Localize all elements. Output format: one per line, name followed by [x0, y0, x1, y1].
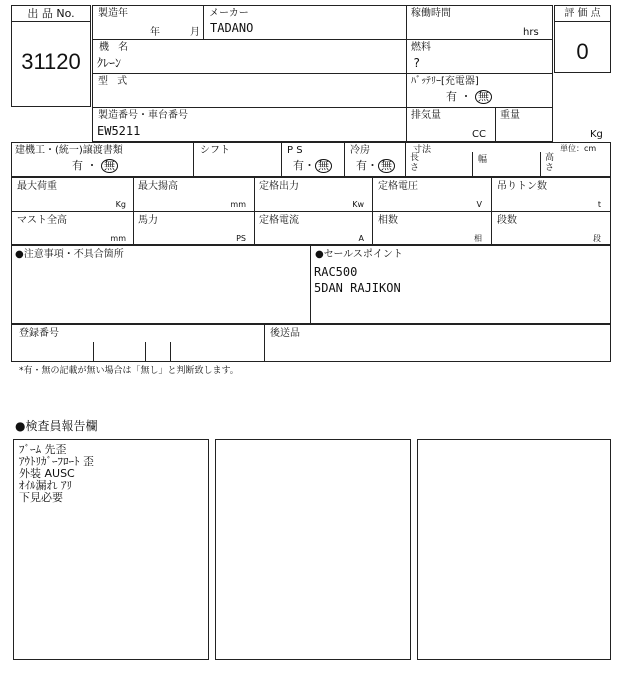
battery-yes: 有 [446, 90, 457, 103]
rated-output-unit: Kw [352, 200, 364, 209]
max-lift-unit: mm [230, 200, 246, 209]
row2-v3 [344, 142, 345, 177]
hours-unit: hrs [523, 27, 539, 38]
inspector-notes [19, 444, 94, 504]
rated-voltage-unit: V [476, 200, 482, 209]
specs-v3 [372, 177, 373, 245]
stages-unit: 段 [593, 234, 601, 243]
score-value: 0 [576, 39, 589, 64]
transfer-label: 建機工・(統一)譲渡書類 [15, 145, 123, 156]
month-unit: 月 [190, 27, 200, 38]
notes-divider [310, 245, 311, 324]
year-unit: 年 [150, 27, 160, 38]
inspector-line: ｵｲﾙ漏れ ｱﾘ [19, 479, 72, 492]
reg-cell-2 [145, 342, 146, 362]
cooler-no-circled: 無 [378, 159, 395, 173]
reg-divider [264, 324, 265, 362]
battery-label: ﾊﾞｯﾃﾘｰ[充電器] [411, 76, 479, 87]
cooler-sep: ・ [367, 159, 378, 172]
footnote: *有・無の記載が無い場合は「無し」と判断致します。 [19, 366, 239, 376]
score-label: 評 価 点 [564, 8, 601, 19]
stages-label: 段数 [497, 215, 517, 226]
sales-line-1: RAC500 [314, 265, 358, 279]
cooler-label: 冷房 [350, 145, 370, 156]
battery-sep: ・ [460, 90, 472, 103]
mast-label: マスト全高 [17, 215, 67, 226]
maker-value: TADANO [210, 21, 254, 35]
reg-cell-1 [93, 342, 94, 362]
fuel-label: 燃料 [411, 42, 431, 53]
height-label: 高 さ [545, 153, 555, 173]
transfer-yes: 有 [72, 159, 83, 172]
lot-no-label: 出 品 No. [27, 7, 75, 20]
model-value: ｸﾚｰﾝ [97, 56, 122, 70]
score-divider [554, 21, 611, 22]
displacement-unit: CC [472, 129, 486, 140]
dim-unit-note: 単位：cm [560, 144, 597, 153]
inspector-title: ●検査員報告欄 [15, 419, 98, 433]
ps-choice [293, 159, 332, 173]
transfer-choice [72, 159, 118, 173]
max-load-unit: Kg [115, 200, 126, 209]
row2-v2 [281, 142, 282, 177]
reg-label: 登録番号 [19, 328, 59, 339]
displacement-label: 排気量 [411, 110, 441, 121]
rated-current-label: 定格電流 [259, 215, 299, 226]
rated-voltage-label: 定格電圧 [378, 181, 418, 192]
maker-label: メーカー [209, 8, 249, 19]
specs-v4 [491, 177, 492, 245]
model-label: 機 名 [99, 42, 132, 53]
row2-v6 [540, 152, 541, 177]
inspector-line: 下見必要 [19, 491, 63, 504]
ps-sep: ・ [304, 159, 315, 172]
specs-mid [11, 211, 611, 212]
max-load-label: 最大荷重 [17, 181, 57, 192]
header-line-1 [92, 39, 553, 40]
dim-label: 寸法 [413, 145, 432, 155]
hp-unit: PS [236, 234, 246, 243]
ps-yes: 有 [293, 159, 304, 172]
hours-label: 稼働時間 [411, 8, 451, 19]
registration-box [11, 324, 611, 362]
header-line-3 [92, 107, 553, 108]
ton-label: 吊りトン数 [497, 181, 547, 192]
cooler-choice [356, 159, 395, 173]
battery-choice [446, 90, 492, 104]
cooler-yes: 有 [356, 159, 367, 172]
weight-unit: Kg [590, 129, 603, 140]
transfer-no-circled: 無 [101, 159, 118, 173]
inspector-line: 外装 AUSC [19, 467, 75, 480]
lot-no-divider [11, 21, 91, 22]
mast-unit: mm [110, 234, 126, 243]
ps-label: P S [287, 145, 303, 156]
ps-no-circled: 無 [315, 159, 332, 173]
fuel-value: ? [413, 56, 421, 70]
hp-label: 馬力 [138, 215, 158, 226]
shift-label: シフト [200, 145, 230, 156]
row2-v1 [193, 142, 194, 177]
length-label: 長 さ [410, 153, 420, 173]
reg-cell-3 [170, 342, 171, 362]
width-label: 幅 [478, 155, 488, 165]
inspector-line: ﾌﾞｰﾑ 先歪 [19, 443, 67, 456]
header-vline-maker [203, 5, 204, 39]
specs-v1 [133, 177, 134, 245]
weight-label: 重量 [500, 110, 520, 121]
rated-current-unit: A [358, 234, 364, 243]
max-lift-label: 最大揚高 [138, 181, 178, 192]
type-label: 型 式 [98, 76, 131, 87]
inspector-box-2 [215, 439, 411, 660]
inspector-box-3 [417, 439, 611, 660]
header-vline-right [406, 5, 407, 142]
phase-unit: 相 [474, 234, 482, 243]
rated-output-label: 定格出力 [259, 181, 299, 192]
battery-no-circled: 無 [475, 90, 492, 104]
specs-v2 [254, 177, 255, 245]
serial-value: EW5211 [97, 124, 141, 138]
sales-label: ●セールスポイント [315, 249, 403, 260]
ton-unit: t [597, 200, 601, 209]
row2-v4 [405, 142, 406, 177]
transfer-sep: ・ [86, 159, 98, 172]
later-label: 後送品 [270, 328, 300, 339]
phase-label: 相数 [378, 215, 398, 226]
header-line-2 [92, 73, 553, 74]
header-vline-weight [495, 107, 496, 142]
year-label: 製造年 [98, 8, 128, 19]
inspector-line: ｱｳﾄﾘｶﾞｰﾌﾛｰﾄ 歪 [19, 455, 94, 468]
serial-label: 製造番号・車台番号 [98, 110, 188, 121]
caution-label: ●注意事項・不具合箇所 [15, 249, 124, 260]
sales-line-2: 5DAN RAJIKON [314, 281, 401, 295]
row2-v5 [472, 152, 473, 177]
lot-no-value: 31120 [21, 49, 81, 74]
